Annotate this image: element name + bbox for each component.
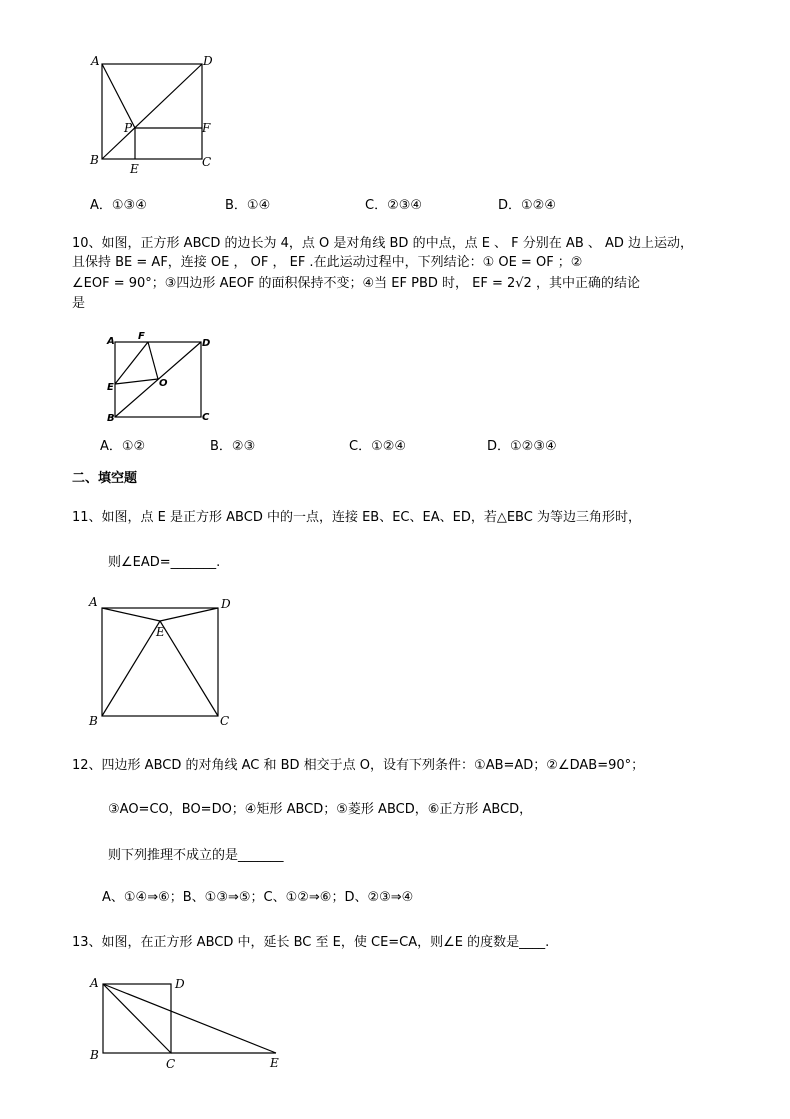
q9-option-d: D．①②④ [498,198,556,213]
q10-line-fo [148,342,158,379]
q11-line-de [160,608,218,621]
q11-line-be [102,621,160,716]
q10-label-b: B [107,413,115,424]
q11-figure [86,590,246,732]
q13-line-ac [103,984,171,1053]
q10-line-ef [115,342,148,384]
q11-line-1: 11、如图，点 E 是正方形 ABCD 中的一点，连接 EB、EC、EA、ED，若△EBC 为等边三角形时， [72,510,641,525]
q10-option-d: D．①②③④ [487,439,557,454]
q9-label-c: C [202,155,212,169]
q10-label-a: A [107,336,115,347]
q9-line-ap [102,64,135,128]
q9-diagonal-bd [102,64,202,159]
q10-option-a: A．①② [100,439,146,454]
q12-line-1: 12、四边形 ABCD 的对角线 AC 和 BD 相交于点 O，设有下列条件：①AB=AD；②∠DAB=90°； [72,758,645,773]
q9-option-c: C．②③④ [365,198,423,213]
q11-label-d: D [221,597,231,611]
q10-option-b: B．②③ [210,439,256,454]
q9-label-p: P [124,121,133,135]
q12-line-2: ③AO=CO，BO=DO；④矩形 ABCD；⑤菱形 ABCD，⑥正方形 ABCD， [108,802,533,817]
section-title-fill-in: 二、填空题 [72,471,138,486]
q10-figure [106,330,216,425]
q11-label-c: C [220,714,230,728]
q10-line-eo [115,379,158,384]
q9-option-a: A．①③④ [90,198,147,213]
q11-line-ce [160,621,218,716]
q10-line-3: ∠EOF = 90°；③四边形 AEOF 的面积保持不变；④当 EF PBD 时， EF = 2√2 ，其中正确的结论 [72,276,640,291]
q9-label-d: D [203,54,213,68]
q13-line-1: 13、如图，在正方形 ABCD 中，延长 BC 至 E，使 CE=CA，则∠E 的度数是____. [72,935,550,950]
q11-label-b: B [89,714,98,728]
q11-line-2: 则∠EAD=_______. [108,555,221,570]
q9-label-e: E [130,162,139,176]
q12-line-3: 则下列推理不成立的是_______ [108,848,284,863]
q12-line-4: A、①④⇒⑥；B、①③⇒⑤；C、①②⇒⑥；D、②③⇒④ [102,890,414,905]
q10-label-d: D [202,338,211,349]
q10-line-2: 且保持 BE = AF，连接 OE ， OF ， EF .在此运动过程中，下列结论：① OE = OF ；② [72,255,583,270]
q11-line-ae [102,608,160,621]
q9-label-a: A [91,54,100,68]
q13-label-b: B [90,1048,99,1062]
q13-label-e: E [270,1056,279,1070]
q13-label-a: A [90,976,99,990]
q10-label-e: E [107,382,114,393]
q10-label-o: O [159,378,168,389]
q9-label-b: B [90,153,99,167]
q9-option-b: B．①④ [225,198,271,213]
q9-figure [88,52,218,177]
q13-figure [86,972,296,1074]
q13-label-d: D [175,977,185,991]
q10-line-4: 是 [72,296,86,311]
q10-option-c: C．①②④ [349,439,407,454]
q10-line-1: 10、如图，正方形 ABCD 的边长为 4，点 O 是对角线 BD 的中点，点 E 、 F 分别在 AB 、 AD 边上运动， [72,236,694,251]
q13-line-ae [103,984,276,1053]
q10-label-f: F [138,331,145,342]
q11-label-a: A [89,595,98,609]
q13-label-c: C [166,1057,176,1071]
q10-label-c: C [202,412,210,423]
q9-label-f: F [202,121,211,135]
q11-label-e: E [156,625,165,639]
